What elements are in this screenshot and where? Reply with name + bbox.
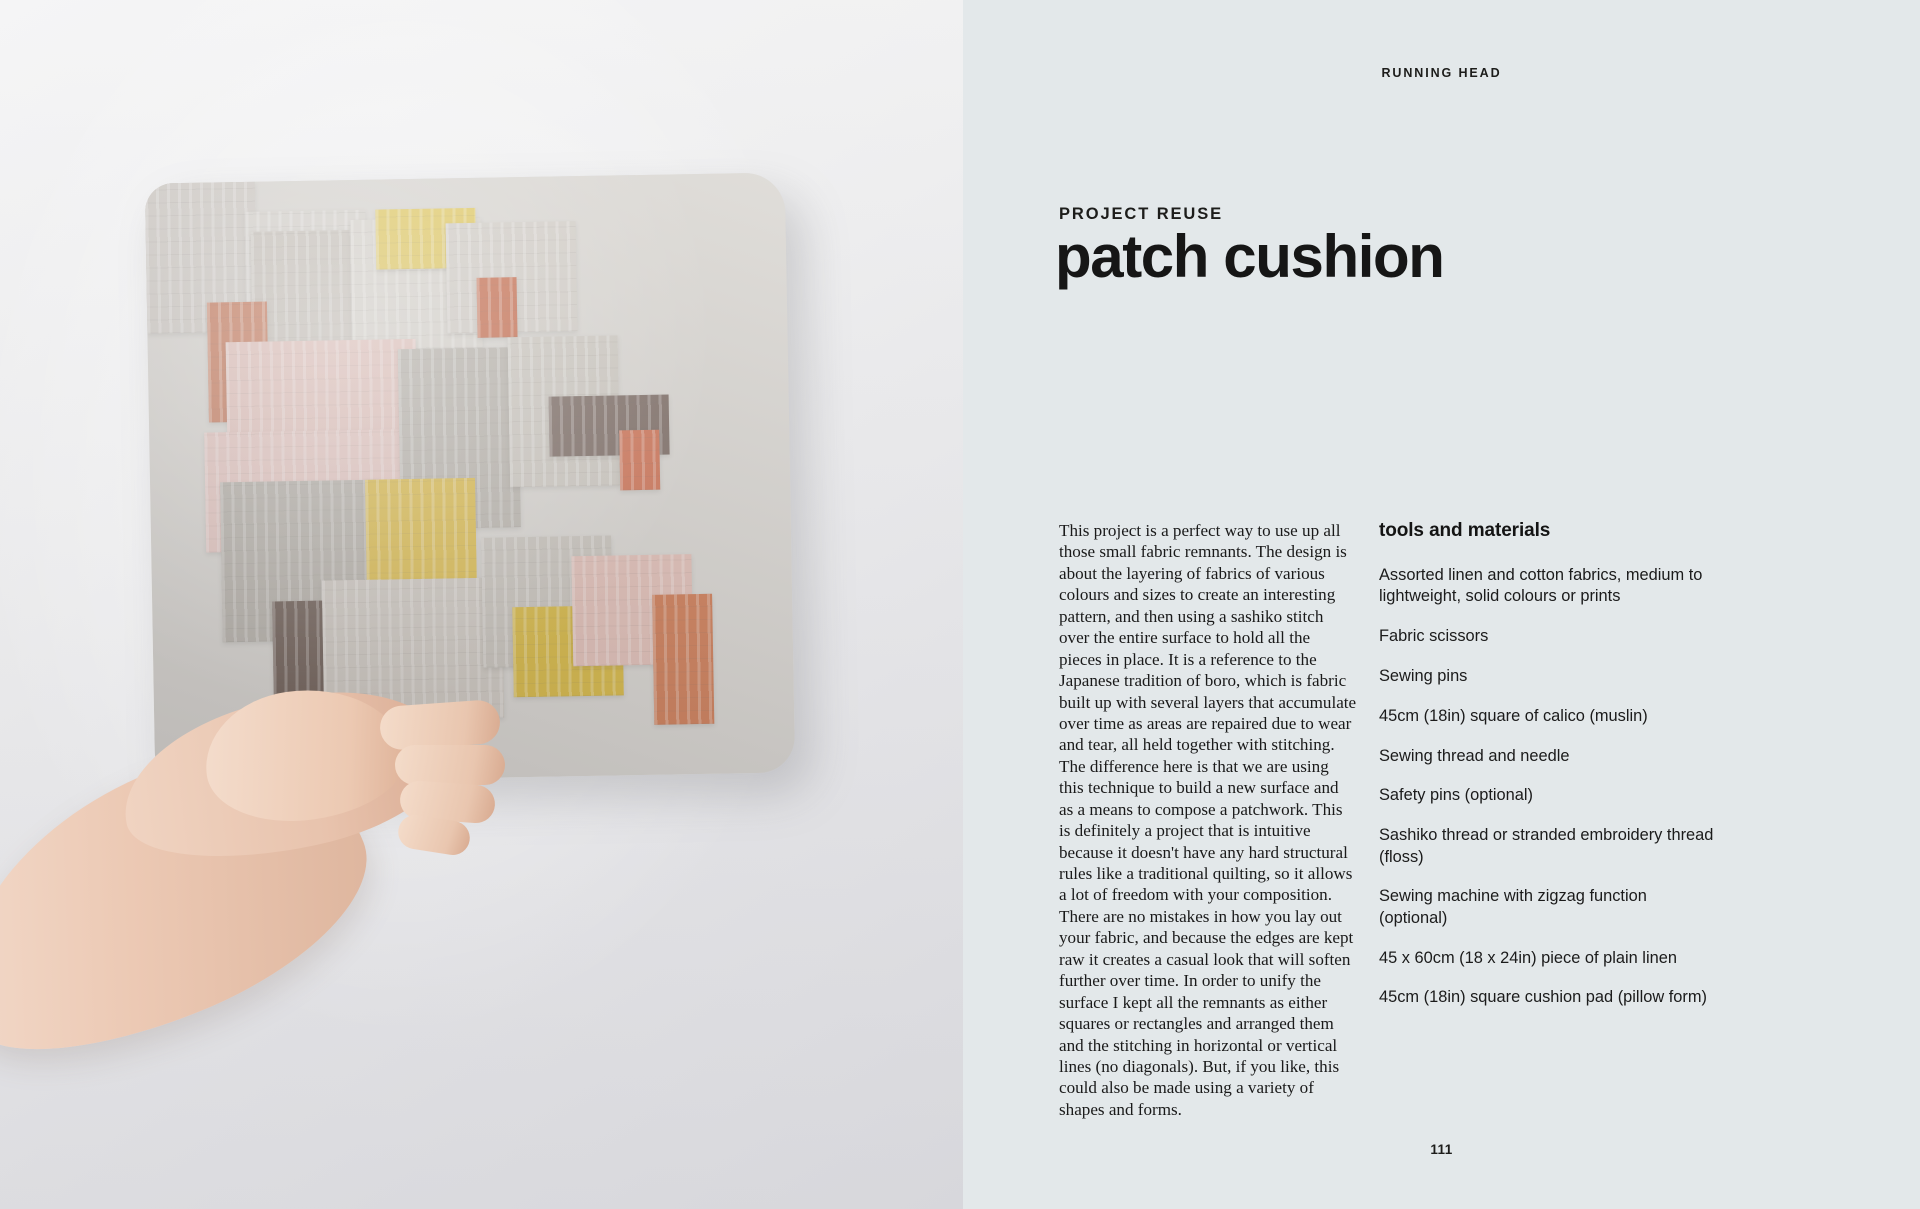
page-title: patch cushion (1055, 223, 1444, 290)
list-item: Sashiko thread or stranded embroidery thread (floss) (1379, 826, 1714, 866)
materials-heading: tools and materials (1379, 520, 1551, 541)
tools-and-materials-block (1379, 520, 1719, 1120)
list-item: 45cm (18in) square cushion pad (pillow form) (1379, 988, 1707, 1007)
list-item: Sewing machine with zigzag function (optional) (1379, 887, 1647, 927)
list-item: Sewing pins (1379, 666, 1468, 685)
materials-list (1379, 565, 1719, 1009)
fabric-patch (477, 277, 518, 338)
list-item: Safety pins (optional) (1379, 786, 1533, 805)
fabric-patch (619, 430, 660, 491)
page-number: 111 (1430, 1142, 1453, 1157)
project-eyebrow: PROJECT REUSE (1059, 205, 1224, 223)
patchwork-cushion (145, 172, 795, 783)
list-item: 45cm (18in) square of calico (muslin) (1379, 706, 1648, 725)
finger (395, 745, 505, 785)
list-item: Fabric scissors (1379, 627, 1489, 646)
fabric-patch (652, 594, 714, 725)
list-item: 45 x 60cm (18 x 24in) piece of plain linen (1379, 948, 1677, 967)
list-item: Sewing thread and needle (1379, 746, 1570, 765)
running-head: RUNNING HEAD (1381, 66, 1502, 80)
finger (379, 699, 502, 751)
intro-paragraph: This project is a perfect way to use up all those small fabric remnants. The design is about the layering of fabrics of various colours and sizes to create an interesting pattern, and then using a sashiko stitch over the entire surface to hold all the pieces in place. It is a reference to the Japanese tradition of boro, which is fabric built up with several layers that accumulate over time as areas are repaired due to wear and tear, all held together with stitching. The difference here is that we are using this technique to build a new surface and as a means to compose a patchwork. This is definitely a project that is intuitive because it doesn't have any hard structural rules like a traditional quilting, so it allows a lot of freedom with your composition. There are no mistakes in how you lay out your fabric, and because the edges are kept raw it creates a casual look that will soften further over time. In order to unify the surface I kept all the remnants as either squares or rectangles and arranged them and the stitching in horizontal or vertical lines (no diagonals). But, if you like, this could also be made using a variety of shapes and forms. (1059, 521, 1357, 1119)
list-item: Assorted linen and cotton fabrics, medium to lightweight, solid colours or prints (1379, 566, 1703, 606)
right-page-text (963, 0, 1920, 1209)
text-columns (1059, 520, 1849, 1120)
